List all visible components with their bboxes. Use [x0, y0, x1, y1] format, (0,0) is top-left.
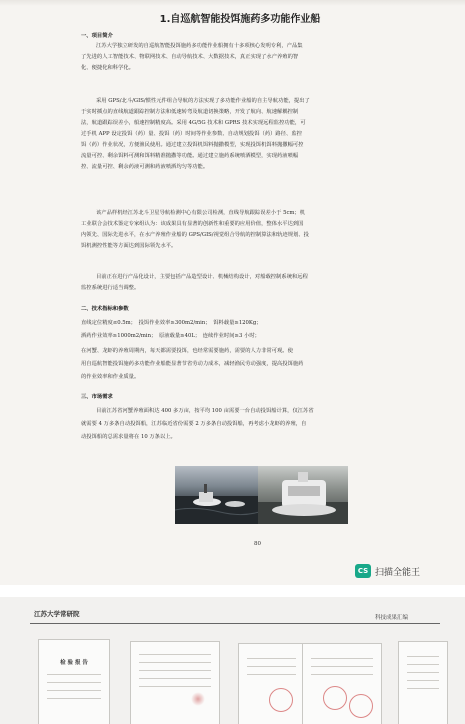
appraisal-certificate-thumbnail	[302, 643, 382, 724]
official-seal-icon	[269, 688, 293, 712]
camscanner-logo-icon: CS	[355, 564, 371, 578]
text-line	[407, 656, 439, 657]
text-line	[311, 674, 373, 675]
page-header-left: 江苏大学常研院	[34, 610, 80, 618]
document-thumbnail	[398, 641, 448, 724]
boat-photo-1	[175, 466, 265, 524]
certificate-thumbnail	[130, 641, 220, 724]
official-seal-icon	[323, 686, 347, 710]
paragraph-line: 流量可控、剩余饵料可测和饵料精准抛撒等功能。通过建立施药系统喷洒模型，实现药液喷幅	[81, 153, 299, 159]
paragraph-line: 法，航道跟踪误差小，船速控制精度高。采用 4G/5G 技术和 GPRS 技术实现远程监控功能，可	[81, 120, 306, 126]
paragraph-line: 了先进的人工智能技术、物联网技术、自动导航技术、大数据技术，真正实现了水产养殖的智	[81, 54, 299, 60]
text-line	[47, 690, 101, 691]
page-gap	[0, 585, 465, 597]
text-line	[247, 658, 296, 659]
paragraph-line: 采用 GPS/北斗/GIS/惯性元件组合导航的方法实现了多功能作业船的自主导航功能，提出了	[96, 98, 310, 104]
paragraph-line: 目前江苏省河蟹养殖面积达 400 多万亩，按平均 100 亩需要一台自动投饵船计算，仅江苏省	[96, 408, 314, 414]
red-stamp-icon	[191, 692, 205, 706]
boat-on-water-image	[175, 466, 265, 524]
page-title: 1.自巡航智能投饵施药多功能作业船	[159, 14, 321, 25]
paragraph-line: 目前正在进行产品化设计，主要包括产品造型设计、机械结构设计，对船载控制系统和远程	[96, 274, 308, 280]
paragraph-line: 在河蟹、龙虾的养殖周期内，每天都需要投饵，也经常需要施药，需要的人力非常可观。使	[81, 348, 293, 354]
paragraph-line: 就需要 4 万多条自动投饵船，江苏临近省份需要 2 万多条自动投饵船，再考虑小龙虾的养殖，自	[81, 421, 307, 427]
text-line	[139, 654, 211, 655]
inspection-report-thumbnail	[38, 639, 110, 724]
paragraph-line: 江苏大学独立研发的自巡航智能投饵施药多功能作业船拥有十多项核心发明专利，产品集	[96, 43, 303, 49]
page-header-right: 科技成果汇编	[375, 615, 409, 621]
paragraph-line: 直线定位精度≤0.5m； 投饵作业效率≥300m2/min； 饵料载量≥120Kg；	[81, 320, 262, 326]
text-line	[139, 686, 211, 687]
paragraph-line: 用自巡航智能投饵施药多功能作业船能显著节省劳动力成本，减轻渔民劳动强度，提高投饵施药	[81, 361, 304, 367]
text-line	[47, 698, 101, 699]
scanner-watermark	[355, 564, 420, 578]
section-heading: 一、项目简介	[81, 33, 113, 39]
text-line	[47, 674, 101, 675]
official-seal-icon	[349, 694, 373, 718]
paragraph-line: 控、流量可控、剩余药液可测和药液喷洒均匀等功能。	[81, 164, 209, 170]
page-edge-shadow	[0, 0, 465, 6]
paragraph-line: 过手机 APP 设定投饵（药）量、投饵（药）时间等作业参数、自动规划投饵（药）路径、监控	[81, 131, 302, 137]
text-line	[139, 662, 211, 663]
header-rule	[30, 623, 440, 624]
paragraph-line: 饵（药）作业状况，方便渔民使用。通过建立投饵机饵料抛撒模型，实现投饵机饵料抛撒幅可控	[81, 142, 304, 148]
scanner-watermark-text: 扫描全能王	[375, 567, 421, 578]
report-title: 检 验 报 告	[60, 660, 88, 666]
paragraph-line: 监控系统进行适当调整。	[81, 285, 140, 291]
text-line	[407, 672, 439, 673]
paragraph-line: 工业联合会技术鉴定专家组认为：该成果具有显著的创新性和重要的应用价值，整体水平达到国	[81, 221, 304, 227]
text-line	[139, 670, 211, 671]
section-heading: 二、技术指标和参数	[81, 306, 129, 312]
text-line	[247, 674, 296, 675]
section-heading: 三、市场需求	[81, 394, 113, 400]
paragraph-line: 的作业效率和作业质量。	[81, 374, 140, 380]
paragraph-line: 动投饵船的总需求量将在 10 万条以上。	[81, 434, 176, 440]
paragraph-line: 化、便捷化和科学化。	[81, 65, 134, 71]
text-line	[407, 664, 439, 665]
document-page-2	[0, 597, 465, 724]
paragraph-line: 内领先、国际先进水平，在水产养殖作业船的 GPS/GIS/视觉组合导航的控制算法和轨迹规划、投	[81, 232, 309, 238]
text-line	[47, 682, 101, 683]
boat-photo-2	[258, 466, 348, 524]
page-number: 80	[254, 541, 261, 547]
paragraph-line: 饵机测控性能等方面达到国际领先水平。	[81, 243, 177, 249]
text-line	[139, 678, 211, 679]
text-line	[311, 658, 373, 659]
text-line	[407, 688, 439, 689]
text-line	[407, 680, 439, 681]
text-line	[311, 666, 373, 667]
paragraph-line: 于实时插点的直线航道跟踪控制方法和低速转弯及航道切换策略，开发了航向、航速解耦控制	[81, 109, 299, 115]
patent-certificate-thumbnail	[238, 643, 305, 724]
paragraph-line: 洒药作业效率≥1000m2/min； 原液载量≥40L； 连续作业时间≥3 小时；	[81, 333, 260, 339]
boat-closeup-image	[258, 466, 348, 524]
paragraph-line: 该产品样机经江苏北斗卫星导航检测中心有限公司检测，直线导航跟踪误差小于 5cm；机	[96, 210, 306, 216]
text-line	[247, 666, 296, 667]
